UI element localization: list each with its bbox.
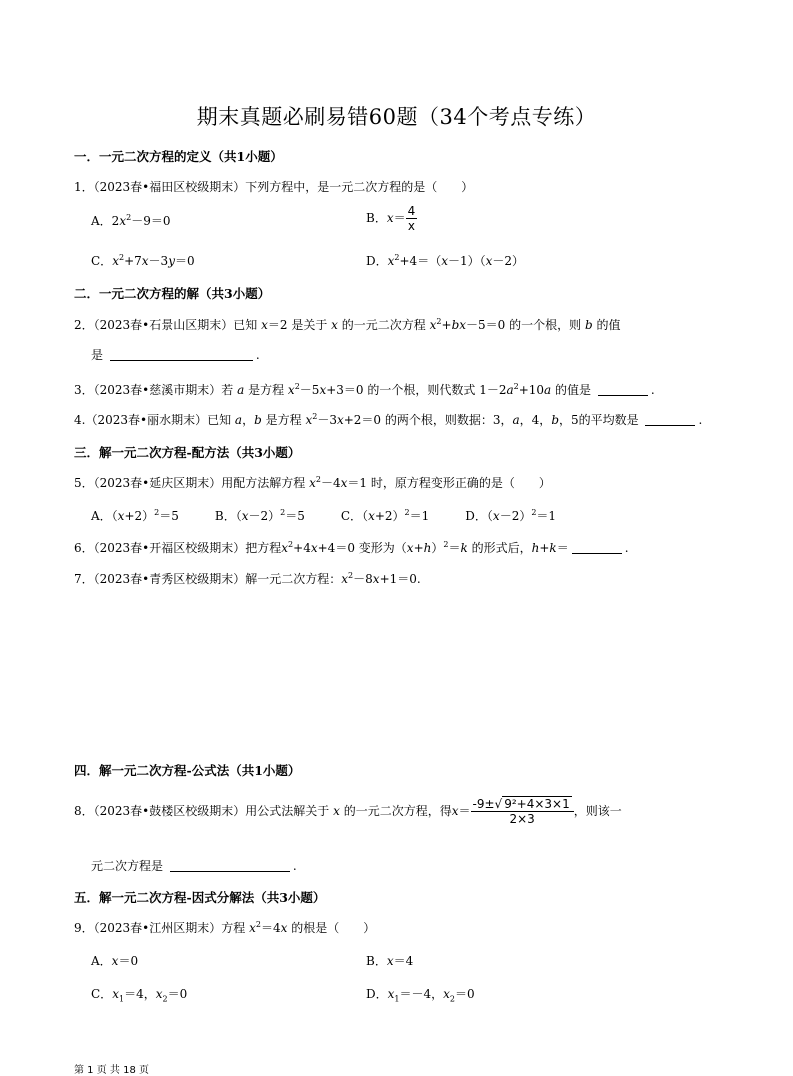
fraction-numerator: 4 [407,204,416,218]
question-2-line2: 是 . [91,348,260,362]
fraction-denominator: x [407,219,415,233]
question-1-option-d: D．$x^2+4=(x-1)(x-2)$ [366,253,525,268]
section-heading-3: 三．解一元二次方程-配方法（共3小题） [74,445,301,460]
section-heading-5: 五．解一元二次方程-因式分解法（共3小题） [74,890,326,905]
section-heading-4: 四．解一元二次方程-公式法（共1小题） [74,763,301,778]
section-heading-2: 二．一元二次方程的解（共3小题） [74,286,271,301]
question-9-option-b: B．x＝4 [366,954,414,968]
question-1-option-c: C．$x^2+7x-3y=0$ [91,253,195,268]
question-9-stem: 9．（2023春•江州区期末）方程 $x^2=4x$ 的根是（ ） [74,920,376,935]
answer-blank[interactable] [110,348,253,361]
question-5-stem: 5．（2023春•延庆区期末）用配方法解方程 $x^2-4x=1$ 时，原方程变形正确的是（ ） [74,475,551,490]
answer-blank[interactable] [598,383,648,396]
question-9-option-d: D．$x_1=-4$，$x_2=0$ [366,987,475,1004]
question-1-stem: 1．（2023春•福田区校级期末）下列方程中，是一元二次方程的是（ ） [74,180,474,194]
question-8-line2: 元二次方程是 . [91,859,297,873]
square-root: 9²+4×3×1 [504,797,570,811]
question-1-option-b: B．x＝ $\frac{4}{x}$ [366,204,416,233]
question-2-stem: 2．（2023春•石景山区期末）已知 x＝2 是关于 x 的一元二次方程 $x^2+bx-5=0$ 的一个根，则 b 的值 [74,317,621,332]
question-9-option-a: A．x＝0 [91,954,139,968]
question-5-options: A．$(x+2)^2=5$ B．$(x-2)^2=5$ C．$(x+2)^2=1$ D．$(x-2)^2=1$ [91,508,557,523]
answer-blank[interactable] [572,541,622,554]
section-heading-1: 一．一元二次方程的定义（共1小题） [74,149,283,164]
question-1-option-a: A．$2x^2-9=0$ [91,213,171,228]
page-footer: 第 1 页 共 18 页 [74,1065,149,1076]
question-3-stem: 3．（2023春•慈溪市期末）若 a 是方程 $x^2-5x+3=0$ 的一个根，则代数式 $1-2a^2+10a$ 的值是 . [74,382,655,397]
question-8-stem: 8．（2023春•鼓楼区校级期末）用公式法解关于 x 的一元二次方程，得x＝ $\frac{\text{-9±√ 9²+4×3×1}}{2\times 3}$ ，则该一 [74,797,622,826]
answer-blank[interactable] [170,859,290,872]
page-title: 期末真题必刷易错60题（34个考点专练） [196,105,597,129]
question-4-stem: 4.（2023春•丽水期末）已知 a，b 是方程 $x^2-3x+2=0$ 的两个根，则数据：3，a，4，b，5的平均数是 . [74,412,703,427]
answer-blank[interactable] [645,413,695,426]
formula-fraction: $\frac{\text{-9±√ 9²+4×3×1}}{2\times 3}$ [471,797,574,826]
question-6-stem: 6．（2023春•开福区校级期末）把方程$x^2+4x+4=0$ 变形为$(x+h)^2=k$ 的形式后，h+k＝ . [74,540,629,555]
question-9-option-c: C．$x_1=4$，$x_2=0$ [91,987,188,1004]
question-7-stem: 7．（2023春•青秀区校级期末）解一元二次方程：$x^2-8x+1=0$. [74,571,421,586]
